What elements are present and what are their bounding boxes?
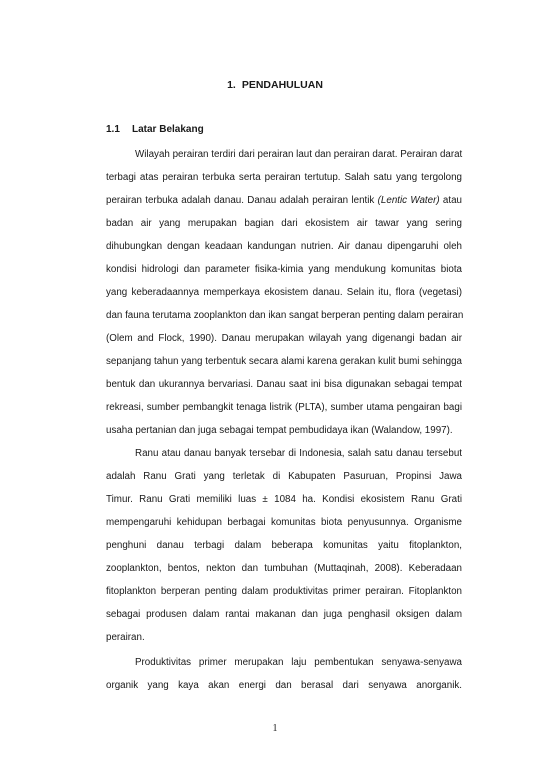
paragraph-2-line-1: Ranu atau danau banyak tersebar di Indonesia, salah satu danau tersebut [135, 448, 462, 459]
page-number: 1 [272, 723, 278, 734]
paragraph-1-line-10: sepanjang tahun yang terbentuk secara alami karena gerakan kulit bumi sehingga [106, 356, 462, 367]
paragraph-3-line-2: organik yang kaya akan energi dan berasal dari senyawa anorganik. [106, 680, 462, 691]
paragraph-2-line-6: zooplankton, bentos, nekton dan tumbuhan (Muttaqinah, 2008). Keberadaan [106, 563, 462, 574]
chapter-number: 1. [227, 79, 236, 91]
section-title-text: Latar Belakang [132, 124, 204, 135]
paragraph-1-line-2: terbagi atas perairan terbuka serta perairan tertutup. Salah satu yang tergolong [106, 172, 462, 183]
paragraph-1-line-6: kondisi hidrologi dan parameter fisika-kimia yang mendukung komunitas biota [106, 264, 462, 275]
paragraph-2-line-8: sebagai produsen dalam rantai makanan dan juga penghasil oksigen dalam [106, 609, 462, 620]
paragraph-1-line-12: rekreasi, sumber pembangkit tenaga listrik (PLTA), sumber utama pengairan bagi [106, 402, 462, 413]
paragraph-1-line-13: usaha pertanian dan juga sebagai tempat pembudidaya ikan (Walandow, 1997). [106, 425, 453, 436]
paragraph-1-line-9: (Olem and Flock, 1990). Danau merupakan wilayah yang digenangi badan air [106, 333, 462, 344]
paragraph-1-line-3 [106, 194, 462, 208]
paragraph-2-line-2: adalah Ranu Grati yang terletak di Kabupaten Pasuruan, Propinsi Jawa [106, 471, 462, 482]
chapter-title-text: PENDAHULUAN [241, 79, 323, 91]
paragraph-2-line-9: perairan. [106, 632, 145, 643]
paragraph-1-line-4: badan air yang merupakan bagian dari ekosistem air tawar yang sering [106, 218, 462, 229]
paragraph-2-line-7: fitoplankton berperan penting dalam produktivitas primer perairan. Fitoplankton [106, 586, 462, 597]
lentic-water-term: (Lentic Water) [377, 195, 440, 206]
section-number: 1.1 [106, 124, 120, 135]
paragraph-1-line-3-end: atau [442, 195, 462, 206]
paragraph-1-line-3-text: perairan terbuka adalah danau. Danau adalah perairan lentik [106, 195, 375, 206]
paragraph-1-line-7: yang keberadaannya memperkaya ekosistem danau. Selain itu, flora (vegetasi) [106, 287, 462, 298]
paragraph-1-line-8: dan fauna terutama zooplankton dan ikan sangat berperan penting dalam perairan [106, 310, 464, 321]
paragraph-3-line-1: Produktivitas primer merupakan laju pembentukan senyawa-senyawa [135, 657, 462, 668]
paragraph-2-line-3: Timur. Ranu Grati memiliki luas ± 1084 ha. Kondisi ekosistem Ranu Grati [106, 494, 462, 505]
paragraph-1-line-5: dihubungkan dengan keadaan kandungan nutrien. Air danau dipengaruhi oleh [106, 241, 462, 252]
section-heading [106, 124, 204, 135]
paragraph-1-line-1: Wilayah perairan terdiri dari perairan laut dan perairan darat. Perairan darat [135, 149, 463, 160]
paragraph-2-line-4: mempengaruhi kehidupan berbagai komunitas biota penyusunnya. Organisme [106, 517, 462, 528]
chapter-title [0, 79, 550, 91]
paragraph-2-line-5: penghuni danau terbagi dalam beberapa komunitas yaitu fitoplankton, [106, 540, 462, 551]
paragraph-1-line-11: bentuk dan ukurannya bervariasi. Danau saat ini bisa digunakan sebagai tempat [106, 379, 462, 390]
